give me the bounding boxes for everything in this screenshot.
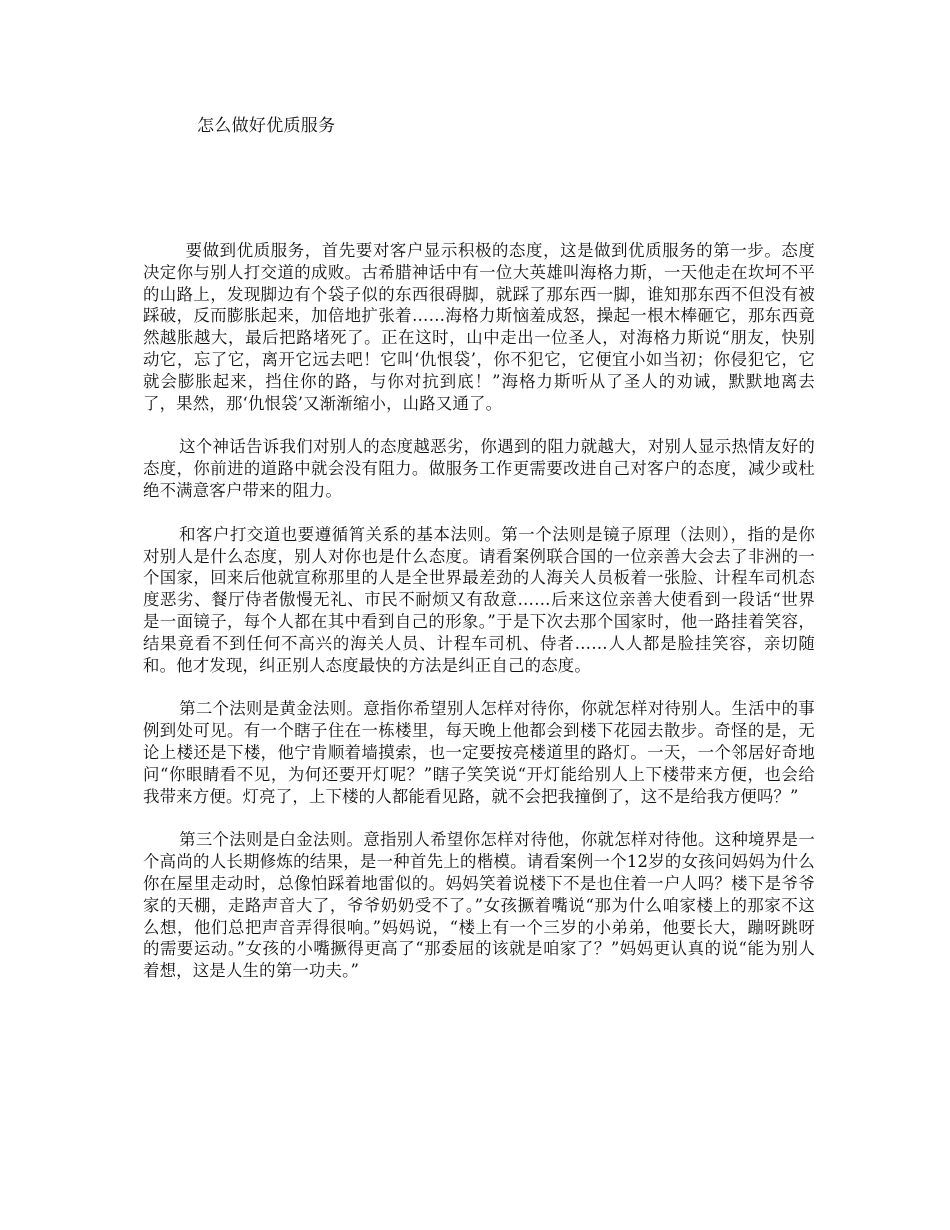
paragraph-golden-rule: 第二个法则是黄金法则。意指你希望别人怎样对待你，你就怎样对待别人。生活中的事例到处可见。有一个瞎子住在一栋楼里，每天晚上他都会到楼下花园去散步。奇怪的是，无论上楼还是下楼，他宁肯顺着墙摸索，也一定要按亮楼道里的路灯。一天，一个邻居好奇地问“你眼睛看不见，为何还要开灯呢？”瞎子笑笑说“开灯能给别人上下楼带来方便，也会给我带来方便。灯亮了，上下楼的人都能看见路，就不会把我撞倒了，这不是给我方便吗？” <box>143 699 815 806</box>
page-title: 怎么做好优质服务 <box>197 116 336 136</box>
paragraph-platinum-rule: 第三个法则是白金法则。意指别人希望你怎样对待他，你就怎样对待他。这种境界是一个高尚的人长期修炼的结果，是一种首先上的楷模。请看案例一个12岁的女孩问妈妈为什么你在屋里走动时，总像怕踩着地雷似的。妈妈笑着说楼下不是也住着一户人吗？楼下是爷爷家的天棚，走路声音大了，爷爷奶奶受不了。”女孩撅着嘴说“那为什么咱家楼上的那家不这么想，他们总把声音弄得很响。”妈妈说，“楼上有一个三岁的小弟弟，他要长大，蹦呀跳呀的需要运动。”女孩的小嘴撅得更高了“那委屈的该就是咱家了？”妈妈更认真的说“能为别人着想，这是人生的第一功夫。” <box>143 830 815 981</box>
paragraph-myth-lesson: 这个神话告诉我们对别人的态度越恶劣，你遇到的阻力就越大，对别人显示热情友好的态度，你前进的道路中就会没有阻力。做服务工作更需要改进自己对客户的态度，减少或杜绝不满意客户带来的阻力。 <box>143 437 815 500</box>
paragraph-attitude: 要做到优质服务，首先要对客户显示积极的态度，这是做到优质服务的第一步。态度决定你与别人打交道的成败。古希腊神话中有一位大英雄叫海格力斯，一天他走在坎坷不平的山路上，发现脚边有个袋子似的东西很碍脚，就踩了那东西一脚，谁知那东西不但没有被踩破，反而膨胀起来，加倍地扩张着……海格力斯恼羞成怒，操起一根木棒砸它，那东西竟然越胀越大，最后把路堵死了。正在这时，山中走出一位圣人，对海格力斯说“朋友，快别动它，忘了它，离开它远去吧！它叫‘仇恨袋’，你不犯它，它便宜小如当初；你侵犯它，它就会膨胀起来，挡住你的路，与你对抗到底！”海格力斯听从了圣人的劝诫，默默地离去了，果然，那‘仇恨袋’又渐渐缩小，山路又通了。 <box>143 241 815 413</box>
paragraph-mirror-rule: 和客户打交道也要遵循筲关系的基本法则。第一个法则是镜子原理（法则），指的是你对别人是什么态度，别人对你也是什么态度。请看案例联合国的一位亲善大会去了非洲的一个国家，回来后他就宣称那里的人是全世界最差劲的人海关人员板着一张脸、计程车司机态度恶劣、餐厅侍者傲慢无礼、市民不耐烦又有敌意……后来这位亲善大使看到一段话“世界是一面镜子，每个人都在其中看到自己的形象。”于是下次去那个国家时，他一路挂着笑容，结果竟看不到任何不高兴的海关人员、计程车司机、侍者……人人都是脸挂笑容，亲切随和。他才发现，纠正别人态度最快的方法是纠正自己的态度。 <box>143 524 815 675</box>
document-body <box>143 240 815 1004</box>
